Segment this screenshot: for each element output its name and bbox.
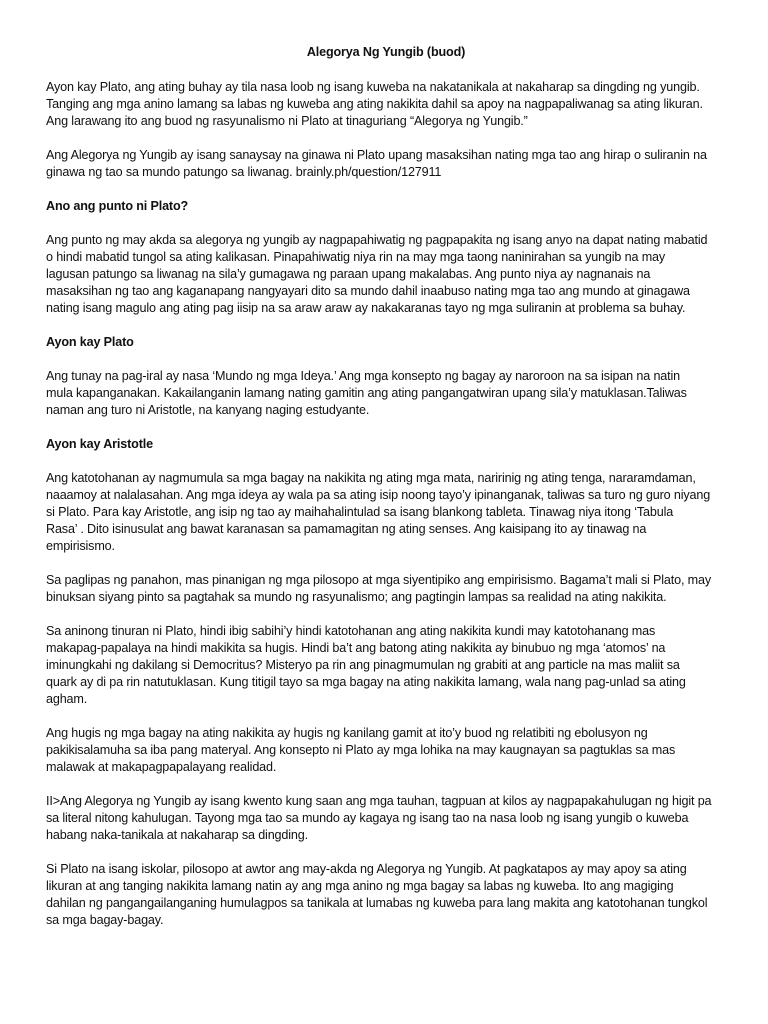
text-line: iminungkahi ng dakilang si Democritus? Misteryo pa rin ang pinagmumulan ng grabiti at ang particle na mas maliit sa — [46, 658, 680, 672]
paragraph-punto — [46, 232, 726, 317]
text-line: Sa paglipas ng panahon, mas pinanigan ng mga pilosopo at mga siyentipiko ang empirisismo. Bagama’t mali si Plato, may — [46, 573, 711, 587]
text-line: mula kapanganakan. Kakailanganin lamang nating gamitin ang ating pangangatwiran upang sila’y matuklasan.Taliwas — [46, 386, 687, 400]
paragraph-plato — [46, 368, 726, 419]
paragraph-intro — [46, 79, 726, 130]
text-line: o hindi mabatid tungol sa ating kalikasan. Pinapahiwatig niya rin na may mga taong naninirahan sa yungib na may — [46, 250, 666, 264]
text-line: makapag-papalaya na hindi makikita sa hugis. Hindi ba’t ang batong ating nakikita ay binubuo ng mga ‘atomos’ na — [46, 641, 666, 655]
text-line: Rasa’ . Dito isinusulat ang bawat karanasan sa pamamagitan ng ating senses. Ang kaisipang ito ay tinawag na — [46, 522, 647, 536]
text-line: agham. — [46, 692, 88, 706]
paragraph-iskolar — [46, 861, 726, 929]
text-line: Ang Alegorya ng Yungib ay isang sanaysay na ginawa ni Plato upang masaksihan nating mga tao ang hirap o suliranin na — [46, 148, 707, 162]
text-line: sa mga bagay-bagay. — [46, 913, 164, 927]
paragraph-kwento — [46, 793, 726, 844]
text-line: naman ang turo ni Aristotle, na kanyang naging estudyante. — [46, 403, 370, 417]
text-line: Ang tunay na pag-iral ay nasa ‘Mundo ng mga Ideya.’ Ang mga konsepto ng bagay ay naroroon na sa isipan na natin — [46, 369, 681, 383]
text-line: nating isang magulo ang ating pag iisip na sa araw araw ay nakakaranas tayo ng mga suliranin at problema sa buhay. — [46, 301, 686, 315]
section-heading-punto: Ano ang punto ni Plato? — [46, 199, 189, 213]
text-line: Ang hugis ng mga bagay na ating nakikita ay hugis ng kanilang gamit at ito’y buod ng relatibiti ng ebolusyon ng — [46, 726, 648, 740]
text-line: sa literal nitong kahulugan. Tayong mga tao sa mundo ay kagaya ng isang tao na nasa loob ng isang yungib o kuweba — [46, 811, 689, 825]
section-heading-aristotle: Ayon kay Aristotle — [46, 437, 153, 451]
text-line: lagusan patungo sa liwanag na sila’y gumagawa ng paraan upang makalabas. Ang punto niya ay nagnanais na — [46, 267, 651, 281]
paragraph-definition — [46, 147, 726, 181]
text-line: ginawa ng tao sa mundo patungo sa liwanag. brainly.ph/question/127911 — [46, 165, 442, 179]
text-line: dahilan ng pangangailanganing humulagpos sa tanikala at lumabas ng kuweba para lang makita ang katotohanan tungkol — [46, 896, 708, 910]
text-line: Si Plato na isang iskolar, pilosopo at awtor ang may-akda ng Alegorya ng Yungib. At pagkatapos ay may apoy sa ating — [46, 862, 687, 876]
text-line: II>Ang Alegorya ng Yungib ay isang kwento kung saan ang mga tauhan, tagpuan at kilos ay nagpapakahulugan ng higit pa — [46, 794, 712, 808]
text-line: Tanging ang mga anino lamang sa labas ng kuweba ang ating nakikita dahil sa apoy na nagpapaliwanag sa ating likuran. — [46, 97, 703, 111]
text-line: Ang larawang ito ang buod ng rasyunalismo ni Plato at tinaguriang “Alegorya ng Yungib.” — [46, 114, 528, 128]
text-line: likuran at ang tanging nakikita lamang natin ay ang mga anino ng mga bagay sa labas ng kuweba. Ito ang magiging — [46, 879, 674, 893]
paragraph-hugis — [46, 725, 726, 776]
paragraph-anino — [46, 623, 726, 708]
document-title: Alegorya Ng Yungib (buod) — [306, 45, 466, 59]
text-line: si Plato. Para kay Aristotle, ang isip ng tao ay maihahalintulad sa isang blankong tableta. Tinawag niya itong ‘Tabula — [46, 505, 674, 519]
text-line: Ang punto ng may akda sa alegorya ng yungib ay nagpapahiwatig ng pagpapakita ng isang anyo na dapat nating mabatid — [46, 233, 708, 247]
text-line: Ayon kay Plato, ang ating buhay ay tila nasa loob ng isang kuweba na nakatanikala at nakaharap sa dingding ng yungib. — [46, 80, 700, 94]
text-line: masaksihan ng tao ang kaganapang nangyayari dito sa mundo dahil inaabuso nating mga tao ang mundo at ginagawa — [46, 284, 690, 298]
text-line: empirisismo. — [46, 539, 115, 553]
document-page — [46, 44, 726, 946]
paragraph-aristotle — [46, 470, 726, 555]
text-line: binuksan siyang pinto sa pagtahak sa mundo ng rasyunalismo; ang pagtingin lampas sa realidad na ating nakikita. — [46, 590, 667, 604]
text-line: habang naka-tanikala at nakaharap sa dingding. — [46, 828, 308, 842]
paragraph-empirisismo — [46, 572, 726, 606]
text-line: Sa aninong tinuran ni Plato, hindi ibig sabihi’y hindi katotohanan ang ating nakikita kundi may katotohanang mas — [46, 624, 656, 638]
text-line: naaamoy at nalalasahan. Ang mga ideya ay wala pa sa ating isip noong tayo’y ipinanganak, taliwas sa turo ng guro niyang — [46, 488, 711, 502]
section-heading-plato: Ayon kay Plato — [46, 335, 134, 349]
text-line: pakikisalamuha sa iba pang materyal. Ang konsepto ni Plato ay mga lohika na may kaugnayan sa pagtuklas sa mas — [46, 743, 676, 757]
text-line: quark ay di pa rin natutuklasan. Kung titigil tayo sa mga bagay na ating nakikita lamang, wala nang pag-unlad sa ating — [46, 675, 686, 689]
text-line: Ang katotohanan ay nagmumula sa mga bagay na nakikita ng ating mga mata, naririnig ng ating tenga, nararamdaman, — [46, 471, 696, 485]
text-line: malawak at makapagpapalayang realidad. — [46, 760, 277, 774]
